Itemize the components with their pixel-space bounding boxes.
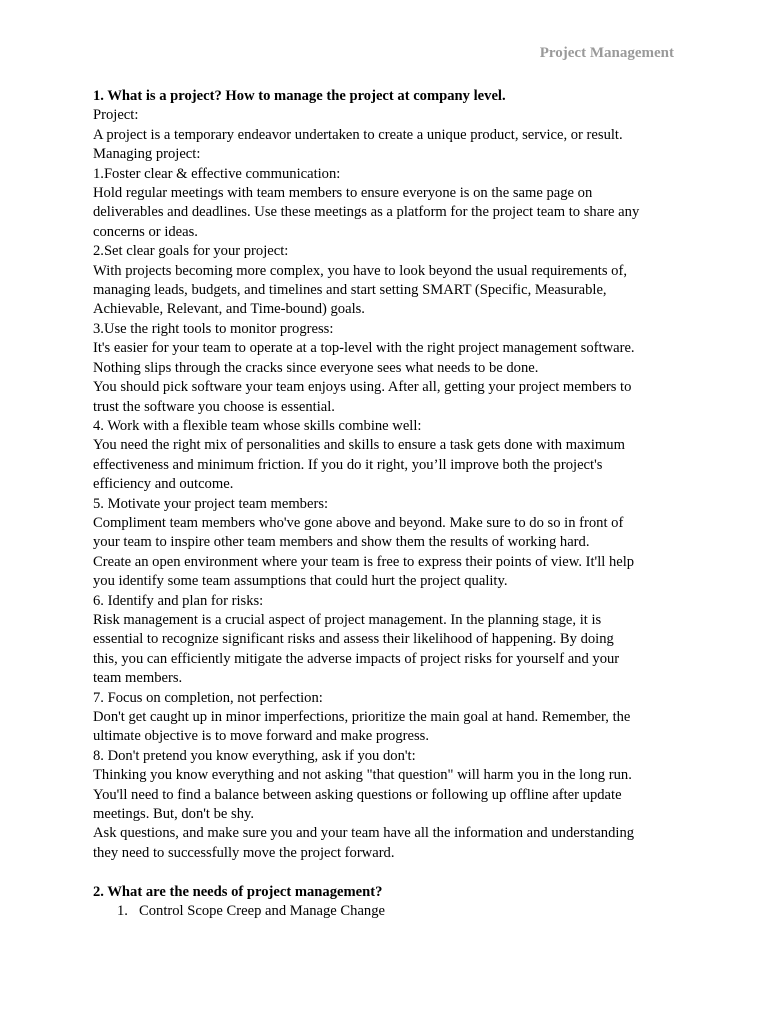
- text-line: Managing project:: [93, 146, 201, 163]
- text-line: Thinking you know everything and not asking "that question" will harm you in the long run.: [93, 767, 632, 784]
- text-line: concerns or ideas.: [93, 223, 198, 240]
- list-item: [93, 902, 683, 921]
- text-line: You need the right mix of personalities and skills to ensure a task gets done with maximum: [93, 437, 625, 454]
- text-line: Hold regular meetings with team members to ensure everyone is on the same page on: [93, 185, 593, 202]
- text-line: your team to inspire other team members and show them the results of working hard.: [93, 534, 590, 551]
- text-line: 3.Use the right tools to monitor progress:: [93, 320, 334, 337]
- text-line: You should pick software your team enjoys using. After all, getting your project members to: [93, 379, 632, 396]
- text-line: 1.Foster clear & effective communication:: [93, 165, 341, 182]
- text-line: It's easier for your team to operate at a top-level with the right project management software.: [93, 340, 635, 357]
- text-line: Project:: [93, 107, 139, 124]
- text-line: Achievable, Relevant, and Time-bound) goals.: [93, 301, 365, 318]
- text-line: you identify some team assumptions that could hurt the project quality.: [93, 573, 508, 590]
- text-line: You'll need to find a balance between asking questions or following up offline after update: [93, 786, 622, 803]
- text-line: Don't get caught up in minor imperfections, prioritize the main goal at hand. Remember, the: [93, 709, 631, 725]
- text-line: they need to successfully move the project forward.: [93, 844, 395, 861]
- text-line: essential to recognize significant risks and assess their likelihood of happening. By doing: [93, 631, 614, 648]
- text-line: 8. Don't pretend you know everything, ask if you don't:: [93, 747, 416, 764]
- text-line: 5. Motivate your project team members:: [93, 495, 329, 512]
- text-line: trust the software you choose is essential.: [93, 398, 335, 415]
- list-item-number: 1.: [117, 903, 128, 920]
- list-item-text: Control Scope Creep and Manage Change: [139, 903, 385, 920]
- section-1-text: [93, 106, 683, 863]
- section-2-list: [93, 902, 683, 921]
- text-line: ultimate objective is to move forward and make progress.: [93, 728, 429, 745]
- section-2-heading: 2. What are the needs of project management?: [93, 883, 383, 900]
- text-line: effectiveness and minimum friction. If you do it right, you’ll improve both the project's: [93, 456, 603, 473]
- text-line: this, you can efficiently mitigate the adverse impacts of project risks for yourself and your: [93, 650, 620, 667]
- paragraph-spacer: [93, 863, 683, 882]
- text-line: 7. Focus on completion, not perfection:: [93, 689, 323, 706]
- text-line: team members.: [93, 670, 183, 687]
- page-header-title: Project Management: [539, 45, 674, 61]
- text-line: 4. Work with a flexible team whose skills combine well:: [93, 417, 422, 434]
- text-line: Ask questions, and make sure you and your team have all the information and understanding: [93, 825, 635, 842]
- text-line: Create an open environment where your team is free to express their points of view. It'll help: [93, 553, 635, 570]
- text-line: efficiency and outcome.: [93, 476, 234, 493]
- text-line: deliverables and deadlines. Use these meetings as a platform for the project team to share any: [93, 204, 640, 221]
- text-line: 2.Set clear goals for your project:: [93, 243, 289, 260]
- text-line: With projects becoming more complex, you have to look beyond the usual requirements of,: [93, 262, 627, 279]
- text-line: managing leads, budgets, and timelines and start setting SMART (Specific, Measurable,: [93, 282, 607, 299]
- text-line: Risk management is a crucial aspect of project management. In the planning stage, it is: [93, 611, 602, 628]
- text-line: A project is a temporary endeavor undertaken to create a unique product, service, or result.: [93, 126, 623, 143]
- text-line: Nothing slips through the cracks since everyone sees what needs to be done.: [93, 359, 539, 376]
- text-line: meetings. But, don't be shy.: [93, 806, 254, 823]
- document-body: [93, 87, 683, 921]
- text-line: 6. Identify and plan for risks:: [93, 592, 264, 609]
- section-1-heading: 1. What is a project? How to manage the project at company level.: [93, 88, 506, 104]
- text-line: Compliment team members who've gone above and beyond. Make sure to do so in front of: [93, 514, 624, 531]
